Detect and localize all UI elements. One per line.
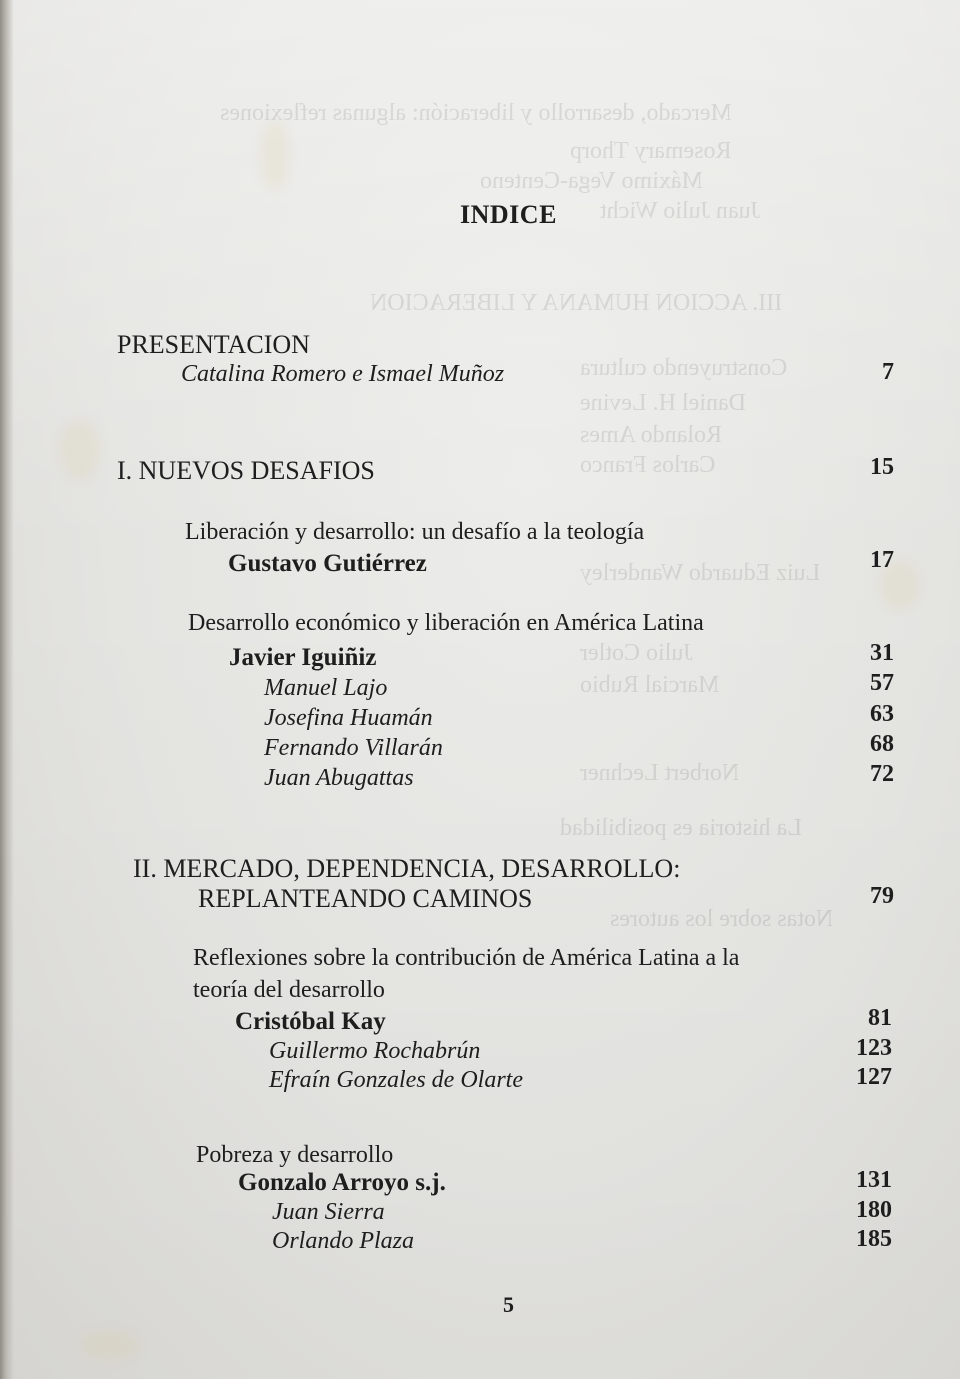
paper-stain — [260, 120, 290, 190]
spine-shadow — [0, 0, 14, 1379]
toc-page-number: 31 — [870, 640, 894, 666]
toc-section-heading: II. MERCADO, DEPENDENCIA, DESARROLLO: — [133, 854, 681, 883]
toc-page-number: 180 — [856, 1197, 892, 1223]
bleed-through-text: Rosemary Thorp — [570, 138, 732, 164]
bleed-through-text: Luiz Eduardo Wanderley — [580, 560, 821, 586]
toc-page-number: 79 — [870, 883, 894, 909]
toc-page-number: 185 — [856, 1226, 892, 1252]
toc-page-number: 68 — [870, 731, 894, 757]
toc-commentator: Josefina Huamán — [264, 705, 433, 731]
page-title: INDICE — [460, 200, 557, 229]
toc-heading-presentacion: PRESENTACION — [117, 330, 310, 359]
toc-commentator: Guillermo Rochabrún — [269, 1038, 481, 1064]
bleed-through-text: Julio Cotler — [580, 640, 693, 666]
toc-section-heading: REPLANTEANDO CAMINOS — [198, 884, 533, 913]
toc-commentator: Efraín Gonzales de Olarte — [269, 1067, 523, 1093]
toc-page-number: 15 — [870, 454, 894, 480]
bleed-through-text: Marcial Rubio — [580, 672, 720, 698]
toc-article-title: Liberación y desarrollo: un desafío a la teología — [185, 519, 645, 545]
bleed-through-text: La historia es posibilidad — [560, 815, 802, 841]
bleed-through-text: Máximo Vega-Centeno — [480, 168, 703, 194]
toc-page-number: 81 — [868, 1005, 892, 1031]
toc-page-number: 57 — [870, 670, 894, 696]
bleed-through-text: Construyendo cultura — [580, 355, 788, 381]
toc-page-number: 131 — [856, 1167, 892, 1193]
bleed-through-text: Daniel H. Levine — [580, 390, 746, 416]
bleed-through-text: Mercado, desarrollo y liberación: algunas reflexiones — [220, 100, 732, 126]
paper-stain — [60, 420, 100, 480]
toc-article-title: teoría del desarrollo — [193, 977, 385, 1003]
toc-author: Catalina Romero e Ismael Muñoz — [181, 361, 505, 387]
toc-page-number: 72 — [870, 761, 894, 787]
toc-page-number: 63 — [870, 701, 894, 727]
toc-commentator: Juan Abugattas — [264, 765, 414, 791]
paper-stain — [80, 1330, 140, 1360]
bleed-through-text: Juan Julio Wicht — [600, 198, 760, 224]
toc-page-number: 127 — [856, 1064, 892, 1090]
bleed-through-text: III. ACCION HUMANA Y LIBERACION — [370, 290, 783, 316]
toc-article-title: Desarrollo económico y liberación en América Latina — [188, 610, 704, 636]
toc-page-number: 123 — [856, 1035, 892, 1061]
toc-author: Cristóbal Kay — [235, 1008, 386, 1035]
toc-author: Javier Iguiñiz — [229, 644, 377, 671]
toc-author: Gustavo Gutiérrez — [228, 550, 427, 577]
toc-page-number: 17 — [870, 547, 894, 573]
toc-section-heading: I. NUEVOS DESAFIOS — [117, 456, 375, 485]
toc-commentator: Orlando Plaza — [272, 1228, 415, 1254]
bleed-through-text: Rolando Ames — [580, 422, 722, 448]
bleed-through-text: Carlos Franco — [580, 452, 716, 478]
bleed-through-text: Norbert Lechner — [580, 760, 740, 786]
toc-article-title: Pobreza y desarrollo — [196, 1142, 394, 1168]
toc-author: Gonzalo Arroyo s.j. — [238, 1169, 446, 1196]
bleed-through-text: Notas sobre los autores — [610, 906, 834, 932]
toc-article-title: Reflexiones sobre la contribución de América Latina a la — [193, 945, 740, 971]
toc-commentator: Juan Sierra — [272, 1199, 385, 1225]
toc-page-number: 7 — [882, 359, 894, 385]
toc-commentator: Manuel Lajo — [264, 675, 388, 701]
toc-commentator: Fernando Villarán — [264, 735, 443, 761]
page-number-folio: 5 — [503, 1292, 514, 1317]
